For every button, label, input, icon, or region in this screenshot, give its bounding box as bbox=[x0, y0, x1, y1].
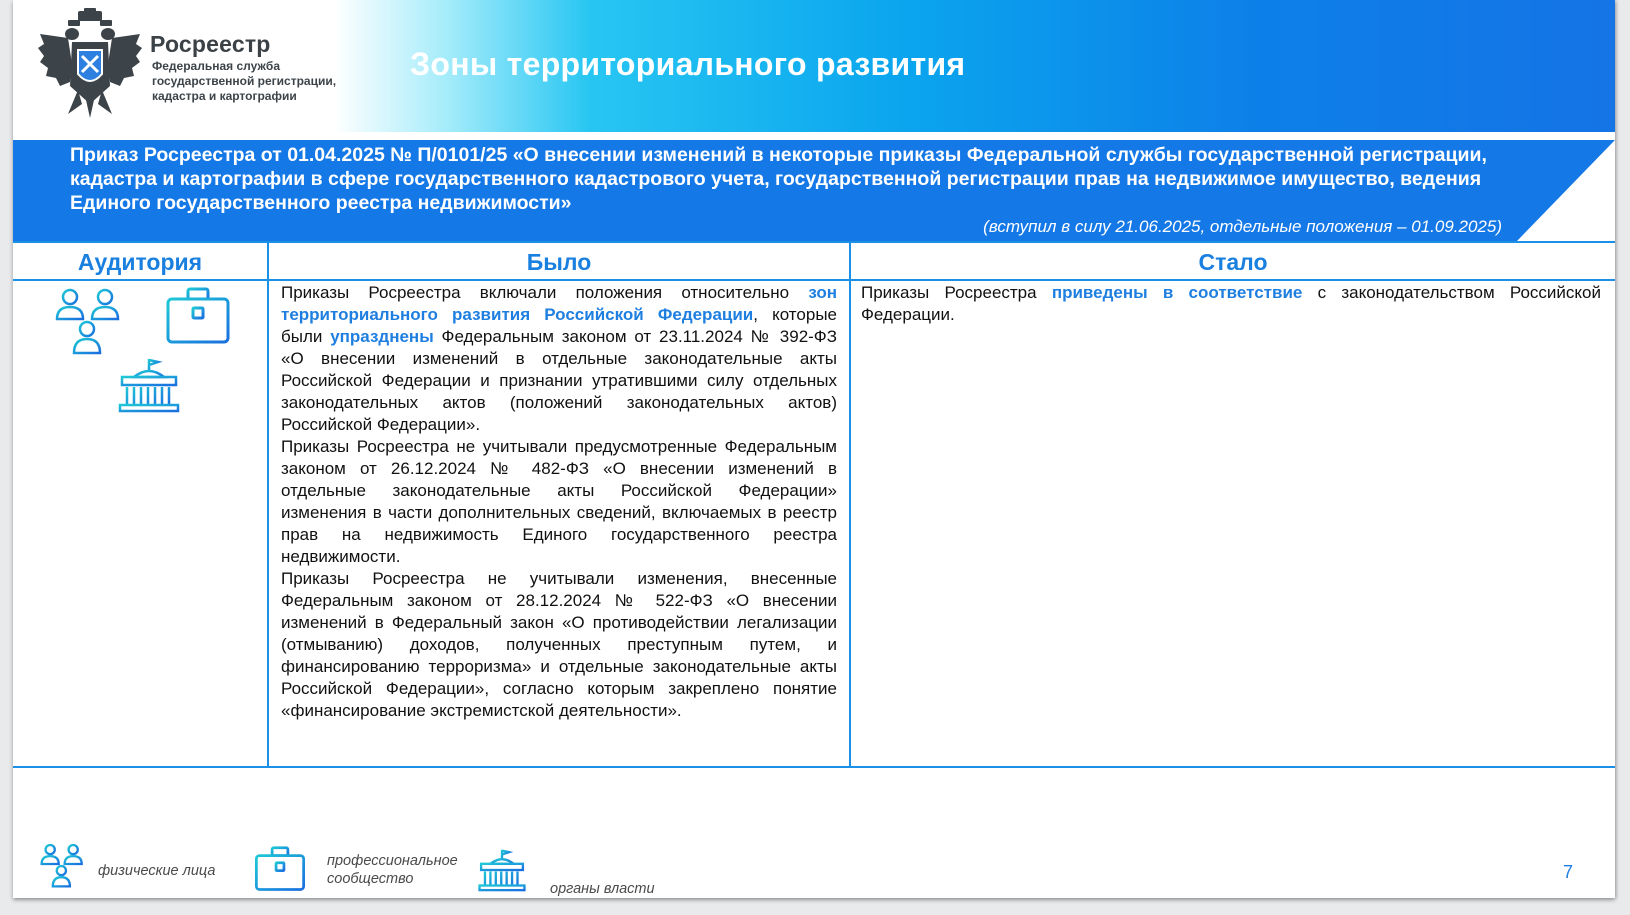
page-number: 7 bbox=[1563, 862, 1574, 882]
became-cell bbox=[861, 282, 1601, 326]
table-column-divider bbox=[849, 241, 851, 768]
legend-label-individuals: физические лица bbox=[98, 863, 216, 879]
briefcase-icon bbox=[254, 846, 306, 892]
was-cell bbox=[281, 282, 837, 722]
table-bottom-border bbox=[13, 766, 1615, 768]
slide bbox=[13, 0, 1615, 898]
government-building-icon bbox=[118, 357, 180, 413]
was-text: Приказы Росреестра включали положения относительно bbox=[281, 283, 809, 302]
column-header-audience: Аудитория bbox=[77, 249, 203, 275]
column-header-was: Было bbox=[526, 249, 592, 275]
highlight-text: зон территориального развития Российской Федерации bbox=[281, 283, 837, 324]
was-paragraph-3: Приказы Росреестра не учитывали изменения, внесенные Федеральным законом от 28.12.2024 № 522-ФЗ «О внесении изменений в Федеральный закон «О противодействии легализации (отмыванию) доходов, полученных преступным путем, и финансированию терроризма» и отдельные законодательные акты Российской Федерации», согласно которым закреплено понятие «финансирование экстремистской деятельности». bbox=[281, 569, 837, 720]
people-group-icon bbox=[39, 843, 85, 889]
became-text: с законодательством Российской Федерации. bbox=[861, 283, 1602, 324]
was-paragraph-1 bbox=[281, 282, 837, 436]
column-header-became: Стало bbox=[1198, 249, 1268, 275]
became-text: Приказы Росреестра bbox=[861, 283, 1052, 302]
table-header-border bbox=[13, 279, 1615, 281]
table-column-divider bbox=[267, 241, 269, 768]
legend-label-professional: профессиональное сообщество bbox=[327, 853, 458, 887]
was-text: , которые были bbox=[281, 305, 837, 346]
highlight-text: приведены в соответствие bbox=[1051, 283, 1303, 302]
was-paragraph-2: Приказы Росреестра не учитывали предусмотренные Федеральным законом от 26.12.2024 № 482-ФЗ «О внесении изменений в отдельные законодательные акты Российской Федерации» изменения в части дополнительных сведений, включаемых в реестр прав на недвижимость Единого государственного реестра недвижимости. bbox=[281, 437, 837, 566]
double-headed-eagle-icon bbox=[38, 8, 142, 118]
order-effective-note: (вступил в силу 21.06.2025, отдельные положения – 01.09.2025) bbox=[983, 217, 1502, 236]
legend-label-authorities: органы власти bbox=[550, 881, 655, 897]
table-top-border bbox=[13, 241, 1615, 243]
highlight-text: упразднены bbox=[330, 327, 434, 346]
order-title: Приказ Росреестра от 01.04.2025 № П/0101/25 «О внесении изменений в некоторые приказы Федеральной службы государственной регистрации, кадастра и картографии в сфере государственного кадастрового учета, государственной регистрации прав на недвижимое имущество, ведения Единого государственного реестра недвижимости» bbox=[70, 144, 1487, 214]
logo-subtitle: Федеральная служба государственной регистрации, кадастра и картографии bbox=[152, 59, 337, 103]
page-title: Зоны территориального развития bbox=[410, 46, 966, 82]
people-group-icon bbox=[55, 287, 121, 357]
briefcase-icon bbox=[165, 287, 231, 345]
government-building-icon bbox=[478, 848, 526, 892]
was-text: Федеральным законом от 23.11.2024 № 392-ФЗ «О внесении изменений в отдельные законодательные акты Российской Федерации и признании утратившими силу отдельных законодательных актов (положений законодательных актов) Российской Федерации». bbox=[281, 327, 837, 434]
logo-title: Росреестр bbox=[150, 31, 271, 57]
header bbox=[13, 0, 1615, 132]
